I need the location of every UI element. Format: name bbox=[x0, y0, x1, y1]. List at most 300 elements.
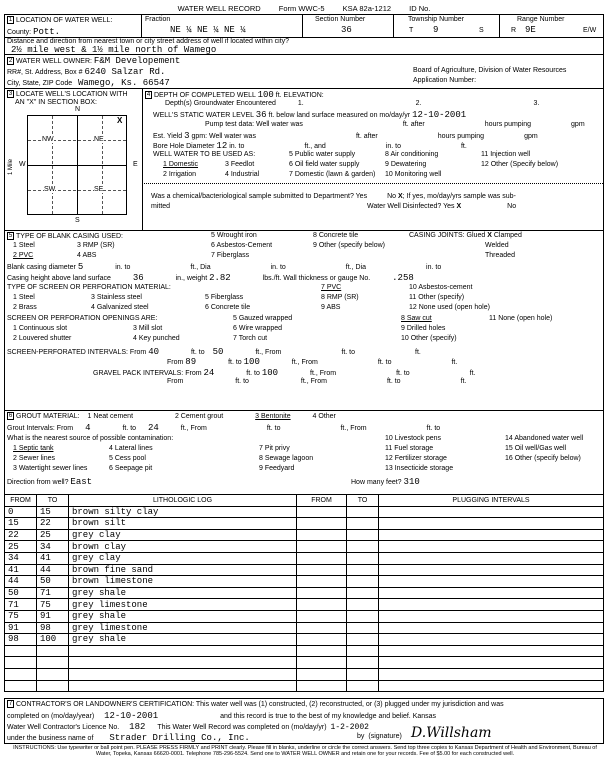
plug-from-cell[interactable] bbox=[297, 668, 347, 680]
plug-to-cell[interactable] bbox=[347, 541, 379, 553]
plug-from-cell[interactable] bbox=[297, 645, 347, 657]
township-label: Township Number bbox=[408, 16, 465, 23]
plug-from-cell[interactable] bbox=[297, 529, 347, 541]
log-from-cell[interactable]: 22 bbox=[5, 529, 37, 541]
grout-from-value[interactable]: 4 bbox=[85, 423, 91, 433]
bore-label: Bore Hole Diameter bbox=[153, 143, 215, 150]
plug-interval-cell[interactable] bbox=[379, 645, 604, 657]
pump-hours: hours pumping bbox=[484, 121, 532, 128]
welded-option[interactable]: Welded bbox=[485, 242, 509, 249]
plug-to-cell[interactable] bbox=[347, 599, 379, 611]
log-to-cell[interactable] bbox=[37, 645, 69, 657]
plug-interval-cell[interactable] bbox=[379, 552, 604, 564]
yield-unit: gpm: Well water was bbox=[191, 133, 256, 140]
grout-to-2: ft. to bbox=[266, 425, 281, 432]
by-label: by bbox=[357, 733, 365, 740]
gravel-ft-end-2: ft. bbox=[460, 378, 467, 385]
use-1[interactable]: 1 Domestic bbox=[163, 161, 199, 168]
yield-value[interactable]: 3 bbox=[184, 131, 190, 141]
opening-5[interactable]: 5 Gauzed wrapped bbox=[233, 315, 293, 322]
static-level-label: WELL'S STATIC WATER LEVEL bbox=[153, 112, 254, 119]
section-number-label: Section Number bbox=[315, 16, 366, 23]
screen-title: TYPE OF SCREEN OR PERFORATION MATERIAL: bbox=[7, 284, 171, 291]
screen-2[interactable]: 2 Brass bbox=[13, 304, 37, 311]
gravel-from-3: From bbox=[167, 378, 184, 385]
openings-title: SCREEN OR PERFORATION OPENINGS ARE: bbox=[7, 315, 158, 322]
gravel-to-4: ft. to bbox=[386, 378, 401, 385]
contam-13[interactable]: 13 Insecticide storage bbox=[385, 465, 454, 472]
section-title: LOCATION OF WATER WELL: bbox=[16, 16, 113, 24]
use-6[interactable]: 6 Oil field water supply bbox=[289, 161, 360, 168]
completed-label: completed on (mo/day/year) bbox=[7, 713, 95, 720]
chem-no[interactable]: No bbox=[387, 193, 397, 200]
log-from-cell[interactable]: 71 bbox=[5, 599, 37, 611]
plug-interval-cell[interactable] bbox=[379, 518, 604, 530]
bore-ft2: ft. bbox=[460, 143, 467, 150]
header-to-2: TO bbox=[347, 495, 379, 507]
weight-value[interactable]: 2.82 bbox=[209, 273, 231, 283]
threaded-option[interactable]: Threaded bbox=[485, 252, 515, 259]
contam-14[interactable]: 14 Abandoned water well bbox=[505, 435, 584, 442]
log-to-cell[interactable] bbox=[37, 668, 69, 680]
grout-4[interactable]: 4 Other bbox=[312, 412, 336, 420]
table-row bbox=[5, 541, 604, 553]
casing-3[interactable]: 3 RMP (SR) bbox=[77, 242, 115, 249]
section-4-number: 4 bbox=[146, 92, 151, 99]
contam-15[interactable]: 15 Oil well/Gas well bbox=[505, 445, 567, 452]
log-description-cell[interactable]: grey limestone bbox=[69, 622, 297, 634]
plug-to-cell[interactable] bbox=[347, 587, 379, 599]
perf-to-3: ft. to bbox=[228, 359, 242, 366]
plug-interval-cell[interactable] bbox=[379, 541, 604, 553]
form-number: Form WWC-5 bbox=[278, 4, 325, 13]
license-value[interactable]: 182 bbox=[129, 722, 146, 732]
plug-interval-cell[interactable] bbox=[379, 576, 604, 588]
log-from-cell[interactable] bbox=[5, 680, 37, 692]
plug-to-cell[interactable] bbox=[347, 645, 379, 657]
plug-to-cell[interactable] bbox=[347, 529, 379, 541]
grout-2[interactable]: 2 Cement grout bbox=[174, 412, 224, 420]
locate-title: LOCATE WELL'S LOCATION WITH bbox=[16, 90, 128, 98]
contam-8[interactable]: 8 Sewage lagoon bbox=[259, 455, 314, 462]
howmany-label: How many feet? bbox=[351, 479, 402, 486]
screen-8[interactable]: 8 RMP (SR) bbox=[321, 294, 359, 301]
log-to-cell[interactable] bbox=[37, 657, 69, 669]
log-from-cell[interactable]: 15 bbox=[5, 518, 37, 530]
grout-to: ft. to bbox=[122, 425, 137, 432]
bore-ft: ft., and bbox=[304, 143, 326, 150]
log-from-cell[interactable]: 41 bbox=[5, 564, 37, 576]
casing-9[interactable]: 9 Other (specify below) bbox=[313, 242, 385, 249]
direction-value[interactable]: East bbox=[70, 477, 93, 487]
section-1-location bbox=[4, 14, 604, 54]
static-date[interactable]: 12-10-2001 bbox=[412, 110, 467, 120]
table-row bbox=[5, 634, 604, 646]
business-value[interactable]: Strader Drilling Co., Inc. bbox=[109, 733, 250, 743]
range-r: R bbox=[511, 27, 517, 34]
casing-5[interactable]: 5 Wrought iron bbox=[211, 232, 257, 239]
plug-to-cell[interactable] bbox=[347, 657, 379, 669]
log-from-cell[interactable]: 44 bbox=[5, 576, 37, 588]
disinfected-x-mark: X bbox=[456, 203, 462, 210]
yield-hours: hours pumping bbox=[437, 133, 485, 140]
gravel-from-1-value[interactable]: 24 bbox=[203, 368, 215, 378]
log-description-cell[interactable]: grey clay bbox=[69, 552, 297, 564]
perf-label: SCREEN-PERFORATED INTERVALS: bbox=[7, 349, 128, 356]
disinfected-label: Water Well Disinfected? Yes bbox=[367, 203, 455, 210]
bore-in2: in. to bbox=[385, 143, 401, 150]
table-row bbox=[5, 576, 604, 588]
grout-title: GROUT MATERIAL: bbox=[16, 412, 80, 420]
clamped-option[interactable]: Clamped bbox=[493, 232, 522, 239]
grout-3[interactable]: 3 Bentonite bbox=[255, 412, 291, 420]
plug-from-cell[interactable] bbox=[297, 564, 347, 576]
opening-11[interactable]: 11 None (open hole) bbox=[489, 315, 553, 322]
contam-16[interactable]: 16 Other (specify below) bbox=[505, 455, 581, 462]
plug-interval-cell[interactable] bbox=[379, 680, 604, 692]
screen-12[interactable]: 12 None used (open hole) bbox=[409, 304, 490, 311]
plug-to-cell[interactable] bbox=[347, 506, 379, 518]
plug-interval-cell[interactable] bbox=[379, 634, 604, 646]
log-from-cell[interactable] bbox=[5, 668, 37, 680]
contam-10[interactable]: 10 Livestock pens bbox=[385, 435, 442, 442]
use-5[interactable]: 5 Public water supply bbox=[289, 151, 356, 158]
plug-from-cell[interactable] bbox=[297, 518, 347, 530]
table-row bbox=[5, 587, 604, 599]
township-s: S bbox=[479, 27, 484, 34]
log-description-cell[interactable]: brown silt bbox=[69, 518, 297, 530]
completed-value[interactable]: 12-10-2001 bbox=[104, 711, 159, 721]
bore-in: in. to bbox=[229, 143, 245, 150]
opening-8[interactable]: 8 Saw cut bbox=[401, 315, 432, 322]
joints-x-mark: X bbox=[487, 232, 492, 239]
log-from-cell[interactable]: 91 bbox=[5, 622, 37, 634]
contam-3[interactable]: 3 Watertight sewer lines bbox=[13, 465, 88, 472]
plug-from-cell[interactable] bbox=[297, 657, 347, 669]
screen-6[interactable]: 6 Concrete tile bbox=[205, 304, 251, 311]
city-value[interactable]: Wamego, Ks. 66547 bbox=[77, 78, 170, 88]
pump-label: Pump test data: Well water was bbox=[205, 121, 303, 128]
screen-3[interactable]: 3 Stainless steel bbox=[91, 294, 142, 301]
fraction-label: Fraction bbox=[145, 16, 171, 23]
screen-1[interactable]: 1 Steel bbox=[13, 294, 35, 301]
log-to-cell[interactable]: 41 bbox=[37, 552, 69, 564]
chem-rest: ; If yes, mo/day/yrs sample was sub- bbox=[402, 193, 516, 200]
direction-label: Direction from well? bbox=[7, 479, 69, 486]
casing-1[interactable]: 1 Steel bbox=[13, 242, 35, 249]
contam-1[interactable]: 1 Septic tank bbox=[13, 445, 54, 452]
south-label: S bbox=[75, 217, 80, 224]
gravel-label: GRAVEL PACK INTERVALS: bbox=[93, 370, 184, 377]
diam-ft-dia: ft., Dia bbox=[190, 264, 211, 271]
diameter-value[interactable]: 5 bbox=[77, 262, 84, 272]
opening-9[interactable]: 9 Drilled holes bbox=[401, 325, 446, 332]
opening-7[interactable]: 7 Torch cut bbox=[233, 335, 268, 342]
range-ew: E/W bbox=[583, 27, 597, 34]
header-lithologic: LITHOLOGIC LOG bbox=[69, 495, 297, 507]
plug-from-cell[interactable] bbox=[297, 576, 347, 588]
log-from-cell[interactable]: 25 bbox=[5, 541, 37, 553]
use-4[interactable]: 4 Industrial bbox=[225, 171, 260, 178]
contam-6[interactable]: 6 Seepage pit bbox=[109, 465, 153, 472]
log-from-cell[interactable] bbox=[5, 645, 37, 657]
log-to-cell[interactable]: 91 bbox=[37, 610, 69, 622]
contam-5[interactable]: 5 Cess pool bbox=[109, 455, 146, 462]
perf-from-4: ft., From bbox=[291, 359, 318, 366]
plug-to-cell[interactable] bbox=[347, 668, 379, 680]
opening-2[interactable]: 2 Louvered shutter bbox=[13, 335, 72, 342]
use-10[interactable]: 10 Monitoring well bbox=[385, 171, 442, 178]
perf-from-2-value[interactable]: 89 bbox=[185, 357, 197, 367]
log-from-cell[interactable]: 0 bbox=[5, 506, 37, 518]
plug-to-cell[interactable] bbox=[347, 564, 379, 576]
opening-4[interactable]: 4 Key punched bbox=[133, 335, 180, 342]
use-8[interactable]: 8 Air conditioning bbox=[385, 151, 439, 158]
opening-3[interactable]: 3 Mill slot bbox=[133, 325, 163, 332]
application-number-label: Application Number: bbox=[413, 77, 477, 84]
owner-value[interactable]: F&M Developement bbox=[93, 56, 181, 66]
casing-6[interactable]: 6 Asbestos-Cement bbox=[211, 242, 273, 249]
diam-ft-dia-2: ft., Dia bbox=[345, 264, 367, 271]
perf-to-1-value[interactable]: 50 bbox=[212, 347, 224, 357]
contam-4[interactable]: 4 Lateral lines bbox=[109, 445, 153, 452]
log-to-cell[interactable]: 22 bbox=[37, 518, 69, 530]
contam-12[interactable]: 12 Fertilizer storage bbox=[385, 455, 447, 462]
log-description-cell[interactable] bbox=[69, 645, 297, 657]
bore-value[interactable]: 12 bbox=[216, 141, 228, 151]
plug-interval-cell[interactable] bbox=[379, 564, 604, 576]
chem-label: Was a chemical/bacteriological sample submitted to Department? Yes bbox=[151, 193, 368, 200]
section-7-certification bbox=[4, 698, 604, 744]
license-label: Water Well Contractor's Licence No. bbox=[7, 724, 120, 731]
use-3[interactable]: 3 Feedlot bbox=[225, 161, 255, 168]
casing-8[interactable]: 8 Concrete tile bbox=[313, 232, 359, 239]
diam-in-to: in. to bbox=[115, 264, 131, 271]
instructions-footer: INSTRUCTIONS: Use typewriter or ball point pen. PLEASE PRESS FIRMLY and PRINT clearly. Please fill in blanks, underline or circle the correct answers. Send top three copies to Kansas Department of Health and Environment, Bureau of Water, Topeka, Kansas 66620-0001. Telephone 785-296-5524. Send one to WATER WELL OWNER and retain one for your records. Fee of $5.00 for each constructed well. bbox=[13, 745, 597, 757]
distance-value[interactable]: 2½ mile west & 1½ mile north of Wamego bbox=[11, 45, 217, 55]
table-row bbox=[5, 506, 604, 518]
plug-interval-cell[interactable] bbox=[379, 599, 604, 611]
plug-from-cell[interactable] bbox=[297, 552, 347, 564]
opening-10[interactable]: 10 Other (specify) bbox=[401, 335, 457, 342]
plug-from-cell[interactable] bbox=[297, 599, 347, 611]
perf-to-2-value[interactable]: 100 bbox=[243, 357, 260, 367]
section-number: 3 bbox=[8, 91, 13, 97]
address-label: RR#, St. Address, Box # bbox=[7, 69, 83, 76]
section-number-value[interactable]: 36 bbox=[341, 25, 352, 35]
use-7[interactable]: 7 Domestic (lawn & garden) bbox=[289, 171, 376, 178]
plug-interval-cell[interactable] bbox=[379, 668, 604, 680]
contamination-label: What is the nearest source of possible contamination: bbox=[7, 435, 174, 442]
casing-4[interactable]: 4 ABS bbox=[77, 252, 97, 259]
plug-to-cell[interactable] bbox=[347, 610, 379, 622]
gw-1: 1. bbox=[297, 100, 304, 107]
screen-5[interactable]: 5 Fiberglass bbox=[205, 294, 244, 301]
log-to-cell[interactable]: 44 bbox=[37, 564, 69, 576]
header-from: FROM bbox=[5, 495, 37, 507]
table-row bbox=[5, 599, 604, 611]
log-to-cell[interactable]: 50 bbox=[37, 576, 69, 588]
certification-text: CONTRACTOR'S OR LANDOWNER'S CERTIFICATION: This water well was (1) constructed, (2) reconstructed, or (3) plugged under my jurisdiction and was bbox=[16, 700, 504, 708]
header-plugging: PLUGGING INTERVALS bbox=[379, 495, 604, 507]
weight-label: in., weight bbox=[175, 275, 208, 282]
log-to-cell[interactable]: 34 bbox=[37, 541, 69, 553]
log-description-cell[interactable]: brown silty clay bbox=[69, 506, 297, 518]
static-text: ft. below land surface measured on mo/day/yr bbox=[268, 112, 411, 119]
plug-from-cell[interactable] bbox=[297, 680, 347, 692]
log-description-cell[interactable]: brown limestone bbox=[69, 576, 297, 588]
table-row bbox=[5, 529, 604, 541]
section-3-4-well-details bbox=[4, 88, 604, 230]
gravel-from-4: ft., From bbox=[300, 378, 327, 385]
table-row bbox=[5, 645, 604, 657]
diameter-label: Blank casing diameter bbox=[7, 264, 76, 271]
perf-to-1: ft. to bbox=[190, 349, 205, 356]
plug-from-cell[interactable] bbox=[297, 587, 347, 599]
record-date-value[interactable]: 1-2-2002 bbox=[330, 723, 369, 732]
section-6-grout bbox=[4, 410, 604, 494]
howmany-value[interactable]: 310 bbox=[403, 477, 420, 487]
screen-11[interactable]: 11 Other (specify) bbox=[409, 294, 465, 301]
range-value[interactable]: 9E bbox=[525, 25, 536, 35]
perf-to-4: ft. to bbox=[377, 359, 392, 366]
log-from-cell[interactable]: 34 bbox=[5, 552, 37, 564]
disinfected-no[interactable]: No bbox=[507, 203, 517, 210]
locate-title-2: AN "X" IN SECTION BOX: bbox=[15, 99, 97, 106]
plug-interval-cell[interactable] bbox=[379, 657, 604, 669]
height-value[interactable]: 36 bbox=[132, 273, 144, 283]
log-description-cell[interactable] bbox=[69, 657, 297, 669]
table-row bbox=[5, 680, 604, 692]
screen-9[interactable]: 9 ABS bbox=[321, 304, 341, 311]
log-description-cell[interactable]: grey shale bbox=[69, 610, 297, 622]
well-location-mark: X bbox=[117, 116, 123, 125]
plug-to-cell[interactable] bbox=[347, 622, 379, 634]
lithologic-log-table bbox=[4, 494, 604, 692]
plug-interval-cell[interactable] bbox=[379, 610, 604, 622]
grout-1[interactable]: 1 Neat cement bbox=[87, 412, 134, 420]
log-to-cell[interactable]: 98 bbox=[37, 622, 69, 634]
section-number: 5 bbox=[8, 233, 13, 239]
joints-label: CASING JOINTS: Glued bbox=[409, 232, 486, 239]
plug-from-cell[interactable] bbox=[297, 634, 347, 646]
log-to-cell[interactable] bbox=[37, 680, 69, 692]
township-value[interactable]: 9 bbox=[433, 25, 439, 35]
log-description-cell[interactable]: grey clay bbox=[69, 529, 297, 541]
use-9[interactable]: 9 Dewatering bbox=[385, 161, 427, 168]
plug-interval-cell[interactable] bbox=[379, 506, 604, 518]
address-value[interactable]: 6240 Salzar Rd. bbox=[84, 67, 166, 77]
fraction-value[interactable]: NE ¼ NE ¼ NE ¼ bbox=[170, 25, 246, 35]
county-label: County: bbox=[7, 29, 32, 36]
nw-label: NW bbox=[42, 136, 54, 143]
mitted-label: mitted bbox=[151, 203, 171, 210]
log-description-cell[interactable] bbox=[69, 680, 297, 692]
water-well-record-form bbox=[4, 4, 604, 756]
log-to-cell[interactable]: 100 bbox=[37, 634, 69, 646]
log-description-cell[interactable] bbox=[69, 668, 297, 680]
plug-from-cell[interactable] bbox=[297, 541, 347, 553]
log-from-cell[interactable]: 75 bbox=[5, 610, 37, 622]
table-row bbox=[5, 552, 604, 564]
header-to: TO bbox=[37, 495, 69, 507]
log-to-cell[interactable]: 15 bbox=[37, 506, 69, 518]
depth-value[interactable]: 100 bbox=[257, 90, 274, 100]
casing-7[interactable]: 7 Fiberglass bbox=[211, 252, 250, 259]
plug-interval-cell[interactable] bbox=[379, 587, 604, 599]
log-description-cell[interactable]: brown fine sand bbox=[69, 564, 297, 576]
form-title: WATER WELL RECORD bbox=[177, 4, 261, 13]
contam-2[interactable]: 2 Sewer lines bbox=[13, 455, 56, 462]
log-description-cell[interactable]: grey shale bbox=[69, 587, 297, 599]
section-number: 2 bbox=[8, 58, 13, 65]
screen-7[interactable]: 7 PVC bbox=[321, 284, 342, 291]
casing-2[interactable]: 2 PVC bbox=[13, 252, 34, 259]
use-2[interactable]: 2 Irrigation bbox=[163, 171, 197, 178]
log-to-cell[interactable]: 25 bbox=[37, 529, 69, 541]
perf-from-1-value[interactable]: 40 bbox=[148, 347, 160, 357]
screen-4[interactable]: 4 Galvanized steel bbox=[91, 304, 149, 311]
plug-interval-cell[interactable] bbox=[379, 622, 604, 634]
plug-from-cell[interactable] bbox=[297, 506, 347, 518]
grout-intervals-label: Grout Intervals: From bbox=[7, 425, 74, 432]
opening-6[interactable]: 6 Wire wrapped bbox=[233, 325, 283, 332]
log-from-cell[interactable] bbox=[5, 657, 37, 669]
signature: D.Willsham bbox=[411, 725, 492, 741]
screen-10[interactable]: 10 Asbestos-cement bbox=[409, 284, 473, 291]
section-5-casing bbox=[4, 230, 604, 410]
contam-11[interactable]: 11 Fuel storage bbox=[385, 445, 434, 452]
static-level-value[interactable]: 36 bbox=[255, 110, 267, 120]
log-from-cell[interactable]: 98 bbox=[5, 634, 37, 646]
id-label: ID No. bbox=[409, 4, 431, 13]
grout-to-value[interactable]: 24 bbox=[148, 423, 159, 433]
section-box[interactable] bbox=[27, 115, 127, 215]
gravel-to-1-value[interactable]: 100 bbox=[261, 368, 279, 378]
log-description-cell[interactable]: brown clay bbox=[69, 541, 297, 553]
log-from-cell[interactable]: 50 bbox=[5, 587, 37, 599]
plug-to-cell[interactable] bbox=[347, 680, 379, 692]
plug-to-cell[interactable] bbox=[347, 552, 379, 564]
plug-to-cell[interactable] bbox=[347, 634, 379, 646]
plug-from-cell[interactable] bbox=[297, 610, 347, 622]
log-description-cell[interactable]: grey shale bbox=[69, 634, 297, 646]
use-11[interactable]: 11 Injection well bbox=[481, 151, 531, 158]
gravel-from-2: ft., From bbox=[310, 370, 337, 377]
contam-7[interactable]: 7 Pit privy bbox=[259, 445, 290, 452]
use-12[interactable]: 12 Other (Specify below) bbox=[481, 161, 559, 168]
log-to-cell[interactable]: 75 bbox=[37, 599, 69, 611]
owner-label: WATER WELL OWNER: bbox=[16, 58, 92, 65]
plug-to-cell[interactable] bbox=[347, 576, 379, 588]
plug-from-cell[interactable] bbox=[297, 622, 347, 634]
log-to-cell[interactable]: 71 bbox=[37, 587, 69, 599]
header-from-2: FROM bbox=[297, 495, 347, 507]
section-number: 7 bbox=[8, 701, 13, 707]
county-value[interactable]: Pott. bbox=[33, 27, 61, 37]
gravel-to-2: ft. to bbox=[396, 370, 410, 377]
plug-to-cell[interactable] bbox=[347, 518, 379, 530]
table-row bbox=[5, 668, 604, 680]
plug-interval-cell[interactable] bbox=[379, 529, 604, 541]
gauge-value[interactable]: .258 bbox=[392, 273, 414, 283]
log-description-cell[interactable]: grey limestone bbox=[69, 599, 297, 611]
city-label: City, State, ZIP Code bbox=[7, 80, 73, 87]
perf-ft-end: ft. bbox=[415, 349, 421, 356]
contam-9[interactable]: 9 Feedyard bbox=[259, 465, 295, 472]
opening-1[interactable]: 1 Continuous slot bbox=[13, 325, 68, 332]
yield-after: ft. after bbox=[355, 133, 378, 140]
